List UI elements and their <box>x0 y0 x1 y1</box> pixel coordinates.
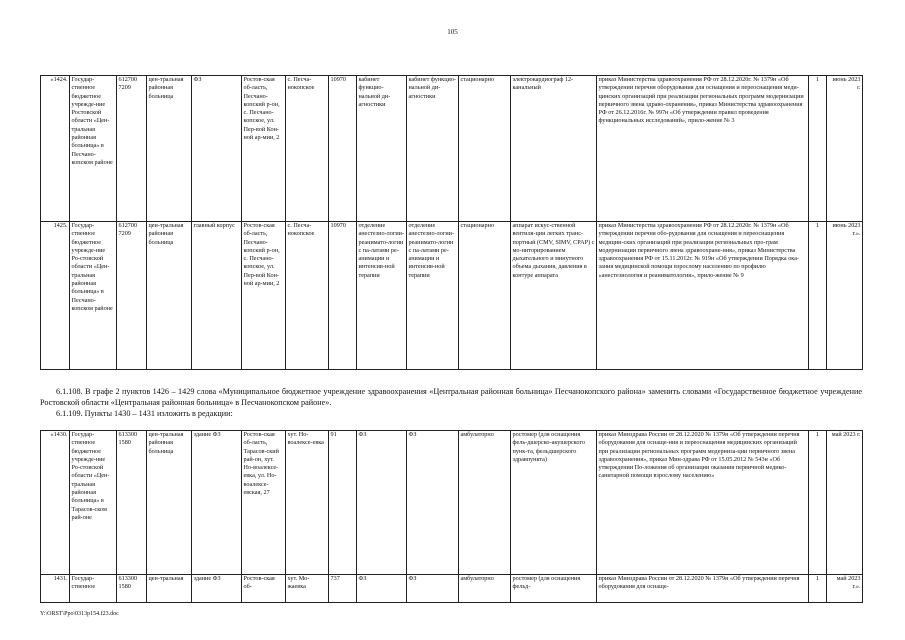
settlement: с. Песча-нокопское <box>286 76 329 222</box>
care-conditions: амбулаторно <box>459 575 511 603</box>
quantity: 1 <box>809 76 827 222</box>
organization-code: 613300 1580 <box>117 431 147 575</box>
index-number: 91 <box>329 431 357 575</box>
unit: ФЗ <box>407 575 459 603</box>
settlement: с. Песча-нокопское <box>286 222 329 370</box>
due-date: июнь 2023 г. <box>827 76 863 222</box>
amendment-text: 6.1.108. В графе 2 пунктов 1426 – 1429 слова «Муниципальное бюджетное учреждение здравоохранения «Центральная районная больница» Песчанокопского района» заменить словами «Государственное бюджетное учреждение Ростовской области «Центральная районная больница» в Песчанокопском районе». <box>40 387 862 408</box>
care-conditions: амбулаторно <box>459 431 511 575</box>
row-number: 1431. <box>41 575 70 603</box>
building-name: здание ФЗ <box>192 431 242 575</box>
facility-name: цен-тральная районная больница <box>147 222 192 370</box>
organization-code: 613300 1580 <box>117 575 147 603</box>
settlement: хут. Но-воалексе-евка <box>286 431 329 575</box>
equipment: ростомер (для оснащения фельд- <box>511 575 597 603</box>
organization-name: Государ-ственное бюджетное учрежде-ние Ро-стовской области «Цен-тральная районная больница» в Тарасов-ском рай-оне <box>70 431 117 575</box>
unit: отделение анестезио-логии-реанимато-логии с па-латами ре-анимации и интенсив-ной терапии <box>407 222 459 370</box>
organization-code: 612700 7209 <box>117 222 147 370</box>
table-bottom <box>40 430 863 603</box>
address: Ростов-ская об- <box>242 575 286 603</box>
address: Ростов-ская об-ласть, Песчано-копский р-он, с. Песчано-копское, ул. Пер-вой Кон-ной ар-мии, 2 <box>242 76 286 222</box>
equipment: аппарат искус-ственной вентиля-ции легких транс-портный (CMV, SIMV, CPAP) с мо-ниторированием дыхательного и минутного объема дыхания, давления в контуре аппарата <box>511 222 597 370</box>
quantity: 1 <box>809 575 827 603</box>
quantity: 1 <box>809 222 827 370</box>
unit: ФЗ <box>407 431 459 575</box>
care-conditions: стационарно <box>459 76 511 222</box>
settlement: хут. Мо-жаевка <box>286 575 329 603</box>
amendment-paragraph <box>40 386 862 408</box>
legal-basis: приказ Минздрава России от 28.12.2020 № 1379н «Об утверждении перечня оборудования для оснаще-ния и переоснащения медицинских организаций при реализации региональных программ модерниза-ции первичного звена здравоохранения», приказ Мин-здрава РФ от 15.05.2012 № 543н «Об утверждении По-ложения об организации оказания первичной медико-санитарной помощи взрослому населению» <box>597 431 809 575</box>
facility-name: цен-тральная районная больница <box>147 76 192 222</box>
building-name: главный корпус <box>192 222 242 370</box>
table-row <box>41 76 863 222</box>
organization-code: 612700 7209 <box>117 76 147 222</box>
legal-basis: приказ Министерства здравоохранения РФ от 28.12.2020г. № 1379н «Об утверждении перечня оборудования для оснащения и переоснащения меди-цинских организаций при реализации региональных программ модернизации первичного звена здраво-охранения», приказ Министерства здравоохранения РФ от 26.12.2016г. № 997н «Об утверждении правил проведения функциональных исследований», прило-жение № 3 <box>597 76 809 222</box>
amendment-paragraph <box>40 408 862 419</box>
equipment: ростомер (для оснащения фель-дшерско-акушерского пунк-та, фельдшерского здравпункта) <box>511 431 597 575</box>
table-row <box>41 575 863 603</box>
department: ФЗ <box>357 431 407 575</box>
amendment-text: 6.1.109. Пункты 1430 – 1431 изложить в редакции: <box>56 409 233 418</box>
facility-name: цен-тральная <box>147 575 192 603</box>
equipment: электрокардиограф 12-канальный <box>511 76 597 222</box>
legal-basis: приказ Министерства здравоохранения РФ от 28.12.2020г. № 1379н «Об утверждении перечня обо-рудования для оснащения и переоснащения медицин-ских организаций при реализации региональных про-грам модернизации первичного звена здравоохране-ния», приказ Министерства здравоохранения РФ от 15.11.2012г. № 919н «Об утверждении Порядка ока-зания медицинской помощи взрослому населению по профилю «анестезиология и реаниматология», прило-жение № 9 <box>597 222 809 370</box>
department: отделение анестезио-логии-реанимато-логии с па-латами ре-анимации и интенсив-ной терапии <box>357 222 407 370</box>
organization-name: Государ-ственное бюджетное учрежде-ние Ро-стовской области «Цен-тральная районная больница» в Песчано-копском районе <box>70 222 117 370</box>
quantity: 1 <box>809 431 827 575</box>
table-row <box>41 431 863 575</box>
organization-name: Государ-ственное бюджетное учрежде-ние Ростовской области «Цен-тральная районная больница» в Песчано-копском районе <box>70 76 117 222</box>
building-name: ФЗ <box>192 76 242 222</box>
table-top <box>40 75 863 370</box>
due-date: май 2023 г. <box>827 431 863 575</box>
due-date: июнь 2023 г.». <box>827 222 863 370</box>
index-number: 10970 <box>329 76 357 222</box>
file-path: Y:\ORST\Ppo\0313p154.f23.doc <box>40 611 119 617</box>
row-number: «1424. <box>41 76 70 222</box>
page-number: 105 <box>447 28 458 36</box>
care-conditions: стационарно <box>459 222 511 370</box>
department: ФЗ <box>357 575 407 603</box>
index-number: 10970 <box>329 222 357 370</box>
organization-name: Государ-ственное <box>70 575 117 603</box>
row-number: «1430. <box>41 431 70 575</box>
address: Ростов-ская об-ласть, Тарасов-ский рай-он, хут. Но-воалексе-евка, ул. Но-воалексе-евская, 27 <box>242 431 286 575</box>
department: кабинет функцио-нальной ди-агностики <box>357 76 407 222</box>
table-row <box>41 222 863 370</box>
address: Ростов-ская об-ласть, Песчано-копский р-он, с. Песчано-копское, ул. Пер-вой Кон-ной ар-мии, 2 <box>242 222 286 370</box>
row-number: 1425. <box>41 222 70 370</box>
facility-name: цен-тральная районная больница <box>147 431 192 575</box>
index-number: 737 <box>329 575 357 603</box>
unit: кабинет функцио-нальной ди-агностики <box>407 76 459 222</box>
legal-basis: приказ Минздрава России от 28.12.2020 № 1379н «Об утверждении перечня оборудования для оснаще- <box>597 575 809 603</box>
due-date: май 2023 г.». <box>827 575 863 603</box>
building-name: здание ФЗ <box>192 575 242 603</box>
